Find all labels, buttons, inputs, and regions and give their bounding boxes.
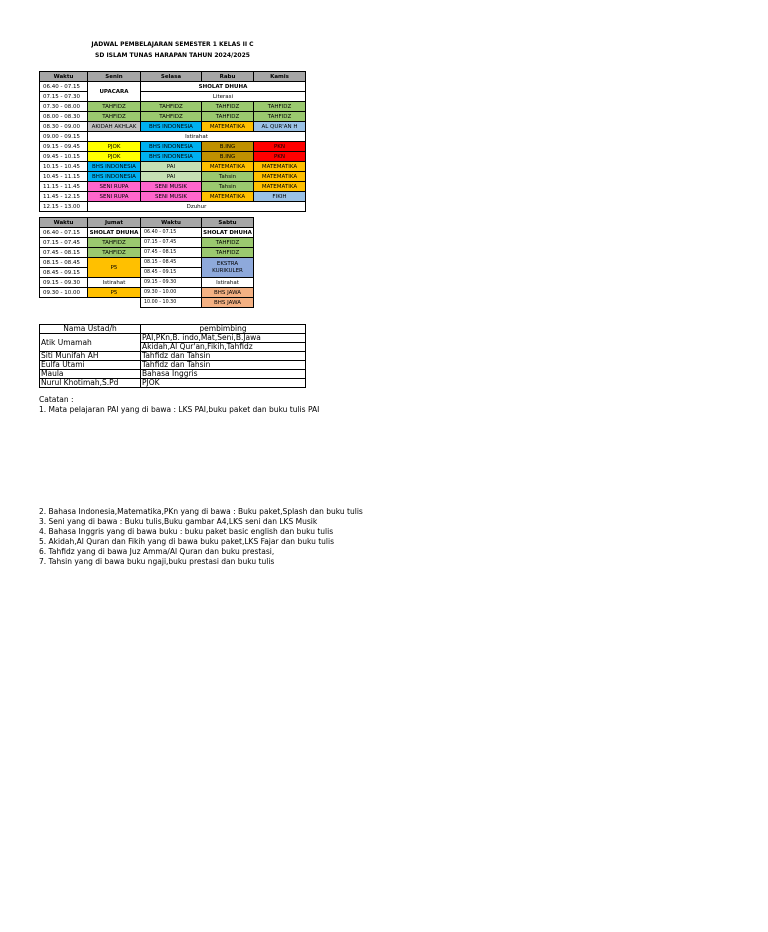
header-senin: Senin (88, 72, 141, 82)
subject-cell: MATEMATIKA (254, 182, 306, 192)
title-line-2: SD ISLAM TUNAS HARAPAN TAHUN 2024/2025 (95, 52, 250, 59)
subject-cell: Istirahat (202, 278, 254, 288)
table-row (40, 228, 254, 238)
time-cell: 07.15 - 07.30 (40, 92, 88, 102)
subject-cell: TAHFIDZ (202, 248, 254, 258)
subject-cell: TAHFIDZ (202, 102, 254, 112)
table-row (40, 152, 306, 162)
table-row (40, 334, 306, 343)
time-cell: 09.00 - 09.15 (40, 132, 88, 142)
header-kamis: Kamis (254, 72, 306, 82)
time-cell: 10.45 - 11.15 (40, 172, 88, 182)
subject-cell: BHS INDONESIA (141, 122, 202, 132)
catatan-item: 1. Mata pelajaran PAI yang di bawa : LKS PAI,buku paket dan buku tulis PAI (39, 405, 320, 414)
catatan-item: 3. Seni yang di bawa : Buku tulis,Buku gambar A4,LKS seni dan LKS Musik (39, 517, 318, 526)
upacara-cell: UPACARA (88, 82, 141, 102)
table-row (40, 238, 254, 248)
time-cell: 07.45 - 08.15 (40, 248, 88, 258)
subject-cell: MATEMATIKA (254, 162, 306, 172)
ustadz-table (39, 324, 306, 388)
title-line-1: JADWAL PEMBELAJARAN SEMESTER 1 KELAS II C (91, 41, 254, 48)
header-selasa: Selasa (141, 72, 202, 82)
subject-cell: BHS JAWA (202, 288, 254, 298)
ustadz-name: Atik Umamah (40, 334, 141, 352)
time-cell: 08.15 - 08.45 (141, 258, 202, 268)
time-cell: 08.00 - 08.30 (40, 112, 88, 122)
time-cell: 07.15 - 07.45 (141, 238, 202, 248)
subject-cell: Tahsin (202, 172, 254, 182)
subject-cell: TAHFIDZ (88, 102, 141, 112)
time-cell: 11.15 - 11.45 (40, 182, 88, 192)
subject-cell: PJOK (88, 152, 141, 162)
subject-cell: TAHFIDZ (88, 238, 141, 248)
table-row (40, 172, 306, 182)
subject-cell: BHS INDONESIA (141, 142, 202, 152)
ustadz-subjects: PJOK (141, 379, 306, 388)
time-cell: 08.15 - 08.45 (40, 258, 88, 268)
subject-cell: P5 (88, 288, 141, 298)
header-waktu-sabtu: Waktu (141, 218, 202, 228)
ekstra-kurikuler-cell (202, 258, 254, 278)
subject-cell: TAHFIDZ (254, 112, 306, 122)
ustadz-subjects: Akidah,Al Qur'an,Fikih,Tahfidz (141, 343, 306, 352)
subject-cell: SENI MUSIK (141, 182, 202, 192)
ustadz-subjects: Bahasa Inggris (141, 370, 306, 379)
dzuhur-cell: Dzuhur (88, 202, 306, 212)
ustadz-name: Siti Munifah AH (40, 352, 141, 361)
header-rabu: Rabu (202, 72, 254, 82)
ekstra-line-2: KURIKULER (212, 267, 243, 274)
schedule-table-weekend (39, 217, 254, 308)
time-cell: 09.15 - 09.30 (40, 278, 88, 288)
schedule-table-weekdays (39, 71, 306, 212)
subject-cell: SENI RUPA (88, 182, 141, 192)
table-row (40, 278, 254, 288)
table-row (40, 182, 306, 192)
subject-cell: TAHFIDZ (141, 112, 202, 122)
catatan-item: 7. Tahsin yang di bawa buku ngaji,buku prestasi dan buku tulis (39, 557, 275, 566)
time-cell: 09.15 - 09.30 (141, 278, 202, 288)
subject-cell: PJOK (88, 142, 141, 152)
table-row (40, 102, 306, 112)
ustadz-subjects: Tahfidz dan Tahsin (141, 352, 306, 361)
time-cell: 10.15 - 10.45 (40, 162, 88, 172)
table-row (40, 162, 306, 172)
subject-cell: TAHFIDZ (88, 112, 141, 122)
time-cell: 12.15 - 13.00 (40, 202, 88, 212)
ustadz-subjects: Tahfidz dan Tahsin (141, 361, 306, 370)
header-jumat: Jumat (88, 218, 141, 228)
sholat-dhuha-cell: SHOLAT DHUHA (141, 82, 306, 92)
ustadz-name: Eulfa Utami (40, 361, 141, 370)
subject-cell: PKN (254, 142, 306, 152)
table-row (40, 132, 306, 142)
subject-cell: BHS INDONESIA (88, 172, 141, 182)
subject-cell: AKIDAH AKHLAK (88, 122, 141, 132)
time-cell: 06.40 - 07.15 (40, 228, 88, 238)
table-header-row (40, 72, 306, 82)
subject-cell: B.ING (202, 152, 254, 162)
table-row (40, 142, 306, 152)
table-row (40, 112, 306, 122)
ustadz-name: Maula (40, 370, 141, 379)
subject-cell: PKN (254, 152, 306, 162)
header-pembimbing: pembimbing (141, 325, 306, 334)
subject-cell: TAHFIDZ (141, 102, 202, 112)
subject-cell: BHS INDONESIA (88, 162, 141, 172)
table-row (40, 370, 306, 379)
catatan-item: 4. Bahasa Inggris yang di bawa buku : buku paket basic english dan buku tulis (39, 527, 334, 536)
subject-cell: SHOLAT DHUHA (203, 229, 252, 236)
time-cell: 10.00 - 10.30 (141, 298, 202, 308)
time-cell: 09.30 - 10.00 (40, 288, 88, 298)
catatan-item: 6. Tahfidz yang di bawa Juz Amma/Al Quran dan buku prestasi, (39, 547, 275, 556)
subject-cell: MATEMATIKA (254, 172, 306, 182)
header-sabtu: Sabtu (202, 218, 254, 228)
time-cell: 08.30 - 09.00 (40, 122, 88, 132)
table-header-row (40, 218, 254, 228)
subject-cell: SENI RUPA (88, 192, 141, 202)
table-row (40, 248, 254, 258)
table-row (40, 202, 306, 212)
table-row (40, 288, 254, 298)
time-cell: 09.45 - 10.15 (40, 152, 88, 162)
catatan-label: Catatan : (39, 395, 74, 404)
table-row (40, 82, 306, 92)
header-nama: Nama Ustad/h (40, 325, 141, 334)
ekstra-line-1: EKSTRA (216, 260, 239, 267)
table-row (40, 192, 306, 202)
empty-cell (88, 298, 141, 308)
table-row (40, 122, 306, 132)
subject-cell: Istirahat (88, 278, 141, 288)
subject-cell: MATEMATIKA (202, 192, 254, 202)
header-waktu: Waktu (40, 218, 88, 228)
ustadz-subjects: PAI,PKn,B. indo,Mat,Seni,B.Jawa (141, 334, 306, 343)
time-cell: 06.40 - 07.15 (40, 82, 88, 92)
time-cell: 06.40 - 07.15 (141, 228, 202, 238)
subject-cell: B.ING (202, 142, 254, 152)
subject-cell: AL QUR'AN H (254, 122, 306, 132)
table-row (40, 298, 254, 308)
istirahat-cell: Istirahat (88, 132, 306, 142)
catatan-item: 5. Akidah,Al Quran dan Fikih yang di bawa buku paket,LKS Fajar dan buku tulis (39, 537, 334, 546)
subject-cell: MATEMATIKA (202, 162, 254, 172)
time-cell: 09.15 - 09.45 (40, 142, 88, 152)
time-cell: 08.45 - 09.15 (141, 268, 202, 278)
subject-cell: TAHFIDZ (202, 112, 254, 122)
table-row (40, 361, 306, 370)
table-header-row (40, 325, 306, 334)
ustadz-name: Nurul Khotimah,S.Pd (40, 379, 141, 388)
time-cell: 07.30 - 08.00 (40, 102, 88, 112)
time-cell: 07.15 - 07.45 (40, 238, 88, 248)
catatan-item: 2. Bahasa Indonesia,Matematika,PKn yang di bawa : Buku paket,Splash dan buku tulis (39, 507, 363, 516)
time-cell: 11.45 - 12.15 (40, 192, 88, 202)
p5-cell: P5 (88, 258, 141, 278)
table-row (40, 379, 306, 388)
time-cell: 08.45 - 09.15 (40, 268, 88, 278)
time-cell: 09.30 - 10.00 (141, 288, 202, 298)
subject-cell: TAHFIDZ (202, 238, 254, 248)
time-cell: 07.45 - 08.15 (141, 248, 202, 258)
literasi-cell: Literasi (141, 92, 306, 102)
table-row (40, 258, 254, 268)
table-row (40, 92, 306, 102)
subject-cell: BHS JAWA (202, 298, 254, 308)
subject-cell: SHOLAT DHUHA (88, 228, 141, 238)
subject-cell: TAHFIDZ (88, 248, 141, 258)
subject-cell: PAI (141, 172, 202, 182)
subject-cell: SENI MUSIK (141, 192, 202, 202)
subject-cell: BHS INDONESIA (141, 152, 202, 162)
header-waktu: Waktu (40, 72, 88, 82)
subject-cell: MATEMATIKA (202, 122, 254, 132)
subject-cell: Tahsin (202, 182, 254, 192)
subject-cell: FIKIH (254, 192, 306, 202)
empty-cell (40, 298, 88, 308)
subject-cell: TAHFIDZ (254, 102, 306, 112)
table-row (40, 352, 306, 361)
subject-cell: PAI (141, 162, 202, 172)
